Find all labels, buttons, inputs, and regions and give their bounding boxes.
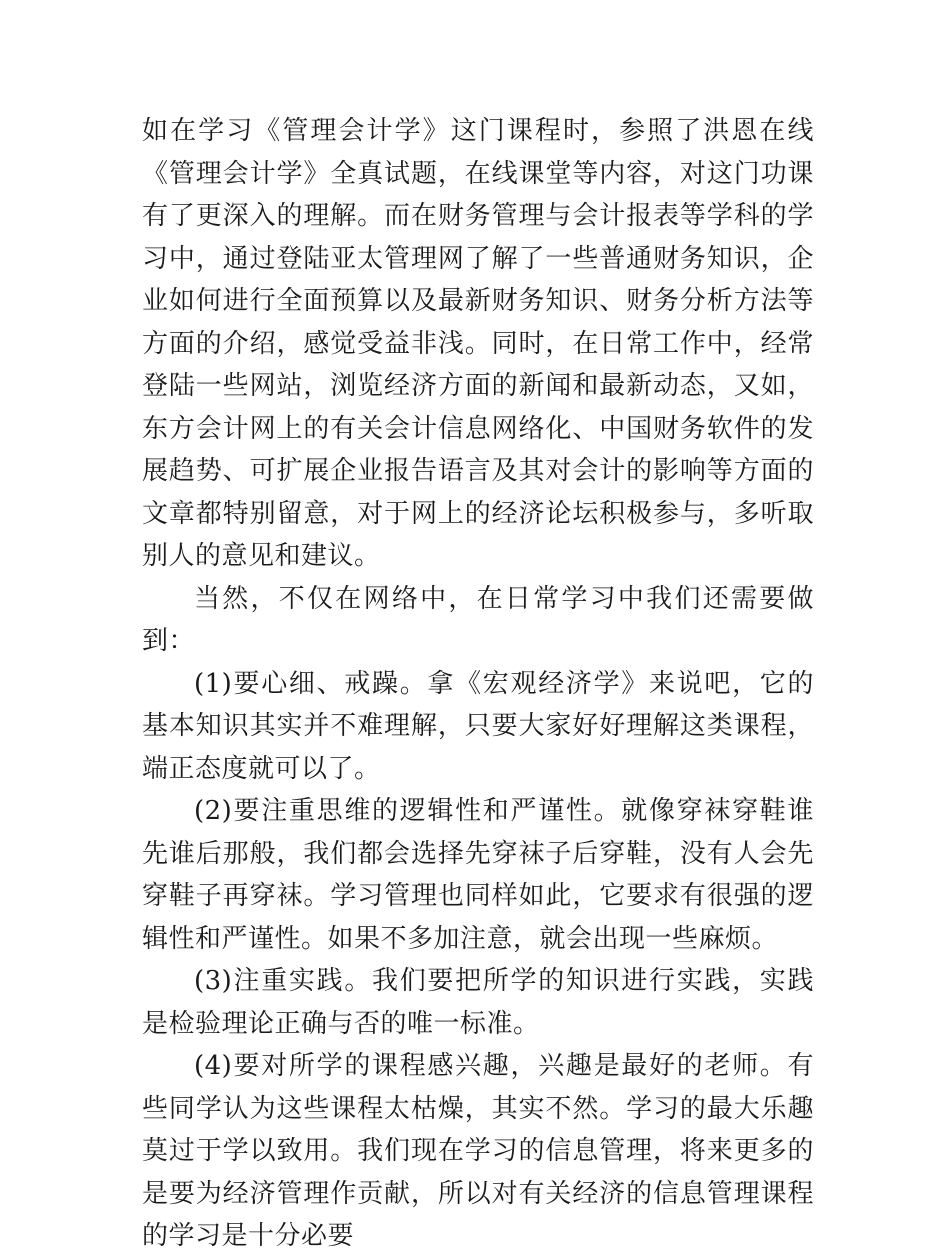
- document-page: [142, 110, 814, 1258]
- paragraph-point-3: (3)注重实践。我们要把所学的知识进行实践，实践是检验理论正确与否的唯一标准。: [142, 966, 814, 1039]
- paragraph-point-2: (2)要注重思维的逻辑性和严谨性。就像穿袜穿鞋谁先谁后那般，我们都会选择先穿袜子后穿鞋，没有人会先穿鞋子再穿袜。学习管理也同样如此，它要求有很强的逻辑性和严谨性。如果不多加注意，就会出现一些麻烦。: [142, 796, 814, 954]
- paragraph-online-learning: 如在学习《管理会计学》这门课程时，参照了洪恩在线《管理会计学》全真试题，在线课堂等内容，对这门功课有了更深入的理解。而在财务管理与会计报表等学科的学习中，通过登陆亚太管理网了解了一些普通财务知识，企业如何进行全面预算以及最新财务知识、财务分析方法等方面的介绍，感觉受益非浅。同时，在日常工作中，经常登陆一些网站，浏览经济方面的新闻和最新动态，又如，东方会计网上的有关会计信息网络化、中国财务软件的发展趋势、可扩展企业报告语言及其对会计的影响等方面的文章都特别留意，对于网上的经济论坛积极参与，多听取别人的意见和建议。: [142, 116, 814, 571]
- paragraph-daily-study-intro: 当然，不仅在网络中，在日常学习中我们还需要做到：: [142, 583, 814, 656]
- paragraph-point-1: (1)要心细、戒躁。拿《宏观经济学》来说吧，它的基本知识其实并不难理解，只要大家好好理解这类课程，端正态度就可以了。: [142, 668, 814, 784]
- paragraph-point-4: (4)要对所学的课程感兴趣，兴趣是最好的老师。有些同学认为这些课程太枯燥，其实不然。学习的最大乐趣莫过于学以致用。我们现在学习的信息管理，将来更多的是要为经济管理作贡献，所以对有关经济的信息管理课程的学习是十分必要: [142, 1051, 814, 1251]
